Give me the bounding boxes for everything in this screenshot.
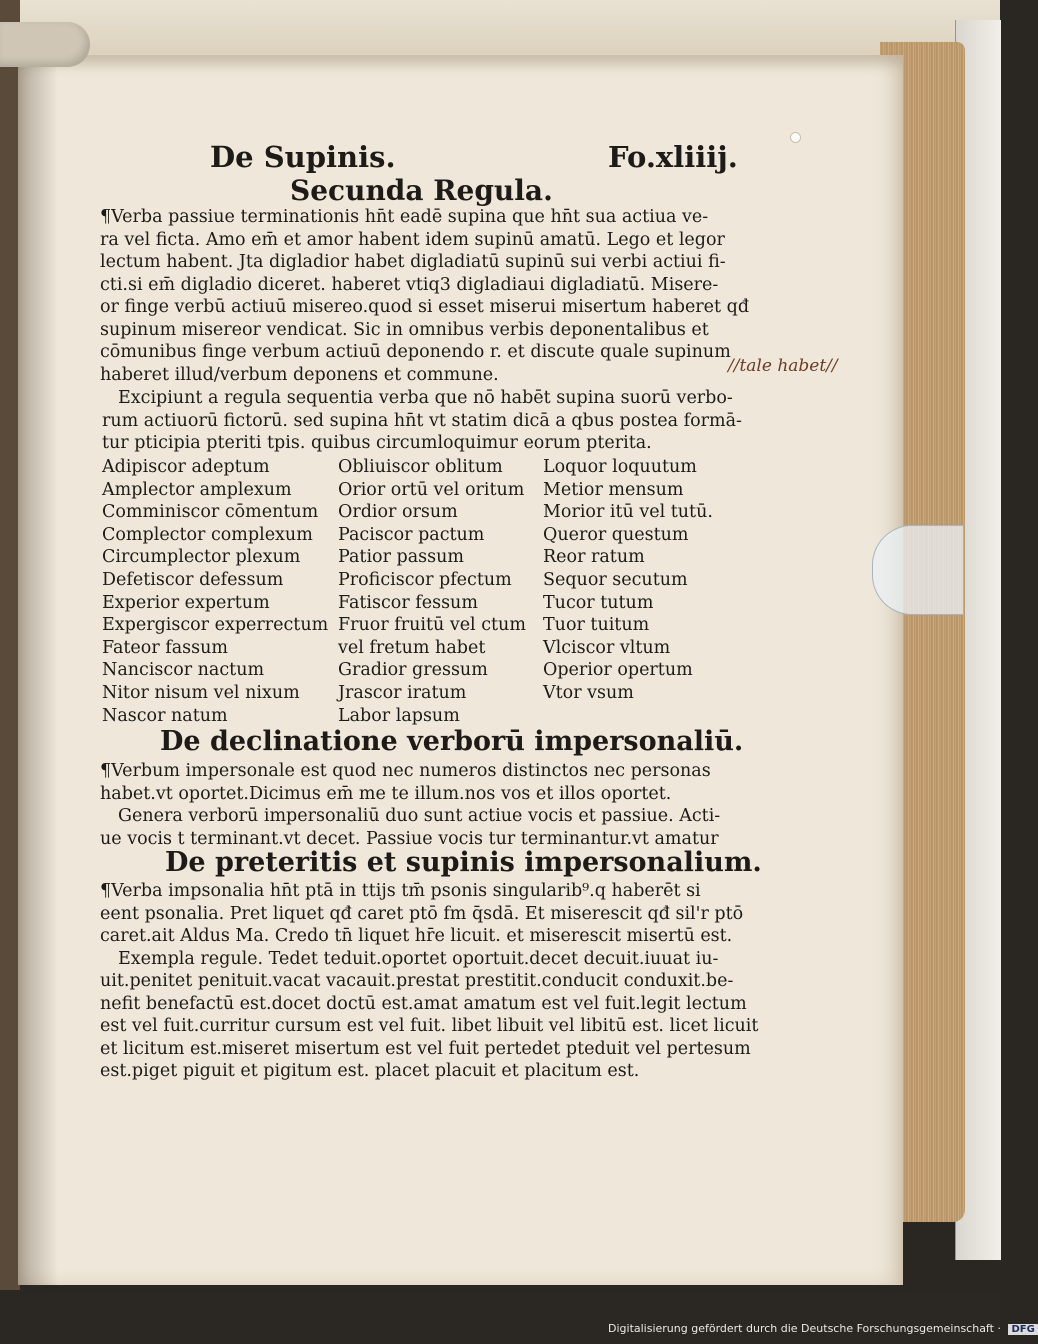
verb-entry: Comminiscor cōmentum — [102, 502, 319, 523]
verb-entry: Obliuiscor oblitum — [338, 457, 503, 477]
verb-entry: Complector complexum — [102, 524, 313, 545]
funding-credit-text: Digitalisierung gefördert durch die Deutsche Forschungsgemeinschaft — [608, 1322, 994, 1335]
funding-credit: Digitalisierung gefördert durch die Deutsche Forschungsgemeinschaft · DFG — [608, 1322, 1038, 1335]
verb-entry: Loquor loquutum — [543, 457, 697, 477]
text-line: supinum misereor vendicat. Sic in omnibus verbis deponentalibus et — [100, 319, 709, 340]
verb-entry: Amplector amplexum — [102, 479, 292, 500]
verb-entry: Tucor tutum — [543, 592, 654, 613]
text-line: ¶Verba passiue terminationis hn̄t eadē supina que hn̄t sua actiua ve- — [100, 207, 709, 227]
text-line: lectum habent. Jta digladior habet digladiatū supinū sui verbi actiui fi- — [100, 252, 726, 272]
text-line: ue vocis t terminant.vt decet. Passiue vocis tur terminantur.vt amatur — [100, 828, 719, 849]
verb-entry: Nanciscor nactum — [102, 660, 265, 681]
text-line: ¶Verbum impersonale est quod nec numeros distinctos nec personas — [100, 761, 711, 781]
text-line: uit.penitet penituit.vacat vacauit.prestat prestitit.conducit conduxit.be- — [100, 971, 734, 991]
text-line: Exempla regule. Tedet teduit.oportet oportuit.decet decuit.iuuat iu- — [118, 948, 719, 969]
verb-entry: Sequor secutum — [543, 569, 688, 590]
page-clip — [872, 525, 964, 615]
verb-entry: Adipiscor adeptum — [102, 457, 270, 477]
verb-entry: Gradior gressum — [338, 660, 488, 681]
verb-entry: Proficiscor pfectum — [338, 569, 512, 590]
text-line: habet.vt oportet.Dicimus em̄ me te illum.nos vos et illos oportet. — [100, 783, 672, 804]
verb-entry: Queror questum — [543, 524, 689, 545]
verb-entry: Fateor fassum — [102, 637, 228, 658]
text-line: eent psonalia. Pret liquet qđ caret ptō fm q̄sdā. Et miserescit qđ sil'r ptō — [100, 903, 744, 924]
verb-entry: Tuor tuitum — [543, 615, 650, 636]
verb-column-2 — [338, 456, 526, 727]
verb-entry: Labor lapsum — [338, 705, 460, 726]
verb-entry: Expergiscor experrectum — [102, 615, 329, 636]
text-line: Genera verborū impersonaliū duo sunt actiue vocis et passiue. Acti- — [118, 806, 721, 826]
text-line: est vel fuit.curritur cursum est vel fuit. libet libuit vel libitū est. licet licuit — [100, 1016, 759, 1036]
text-line: et licitum est.miseret misertum est vel fuit pertedet pteduit vel pertesum — [100, 1038, 751, 1059]
section-title-declinatione: De declinatione verborū impersonaliū. — [160, 726, 744, 757]
text-line: est.piget piguit et pigitum est. placet placuit et placitum est. — [100, 1061, 640, 1081]
verb-entry: Defetiscor defessum — [102, 569, 284, 590]
verb-entry: Fruor fruitū vel ctum — [338, 615, 526, 636]
verb-entry: Operior opertum — [543, 660, 693, 681]
verb-entry: Nascor natum — [102, 705, 228, 726]
text-line: or finge verbū actiuū misereo.quod si esset miserui misertum haberet qđ — [100, 297, 750, 317]
text-line: rum actiuorū fictorū. sed supina hn̄t vt statim dicā a qbus postea formā- — [102, 410, 742, 431]
binding-left — [0, 0, 20, 1344]
verb-entry: Morior itū vel tutū. — [543, 502, 713, 523]
scan-bottom-background — [0, 1290, 1000, 1344]
paragraph-preteritis — [100, 880, 758, 1083]
folio-number: Fo.xliiij. — [608, 140, 738, 174]
verb-entry: Paciscor pactum — [338, 524, 485, 545]
verb-entry: Fatiscor fessum — [338, 592, 478, 613]
verb-entry: Patior passum — [338, 547, 464, 568]
fold-ribbon — [0, 22, 90, 67]
verb-entry: vel fretum habet — [338, 637, 486, 658]
text-line: Excipiunt a regula sequentia verba que nō habēt supina suorū verbo- — [118, 388, 733, 408]
verb-entry: Experior expertum — [102, 592, 270, 613]
paragraph-regula — [100, 206, 749, 386]
running-head-title: De Supinis. — [210, 140, 396, 174]
verb-entry: Vlciscor vltum — [543, 637, 671, 658]
text-line: cti.si em̄ digladio diceret. haberet vtiq3 digladiaui digladiatū. Misere- — [100, 274, 719, 295]
text-line: nefit benefactū est.docet doctū est.amat amatum est vel fuit.legit lectum — [100, 993, 747, 1014]
verb-entry: Circumplector plexum — [102, 547, 301, 568]
paragraph-impersonale — [100, 760, 720, 850]
gutter-shadow — [18, 55, 58, 1285]
paragraph-excipiuntur — [102, 387, 742, 455]
verb-entry: Jrascor iratum — [338, 682, 467, 703]
dfg-logo: DFG — [1008, 1324, 1037, 1335]
verb-entry: Nitor nisum vel nixum — [102, 682, 300, 703]
text-line: cōmunibus finge verbum actiuū deponendo r. et discute quale supinum — [100, 342, 731, 362]
paper-hole — [790, 132, 801, 143]
verb-entry: Vtor vsum — [543, 682, 634, 703]
marginal-note: //tale habet// — [728, 356, 838, 376]
verb-entry: Orior ortū vel oritum — [338, 479, 525, 500]
verb-entry: Ordior orsum — [338, 502, 458, 523]
verb-column-3 — [543, 456, 713, 705]
verb-entry: Metior mensum — [543, 479, 684, 500]
verb-column-1 — [102, 456, 328, 727]
verb-entry: Reor ratum — [543, 547, 645, 568]
text-line: ¶Verba impsonalia hn̄t ptā in ttijs tm̄ psonis singularib⁹.q haberēt si — [100, 881, 701, 901]
text-line: caret.ait Aldus Ma. Credo tn̄ liquet hr̄e licuit. et miserescit misertū est. — [100, 926, 733, 946]
text-line: ra vel ficta. Amo em̄ et amor habent idem supinū amatū. Lego et legor — [100, 229, 725, 250]
text-line: haberet illud/verbum deponens et commune. — [100, 364, 499, 385]
section-title-preteritis: De preteritis et supinis impersonalium. — [165, 847, 762, 878]
text-line: tur pticipia pteriti tpis. quibus circumloquimur eorum pterita. — [102, 433, 652, 453]
section-title-secunda-regula: Secunda Regula. — [290, 174, 553, 207]
